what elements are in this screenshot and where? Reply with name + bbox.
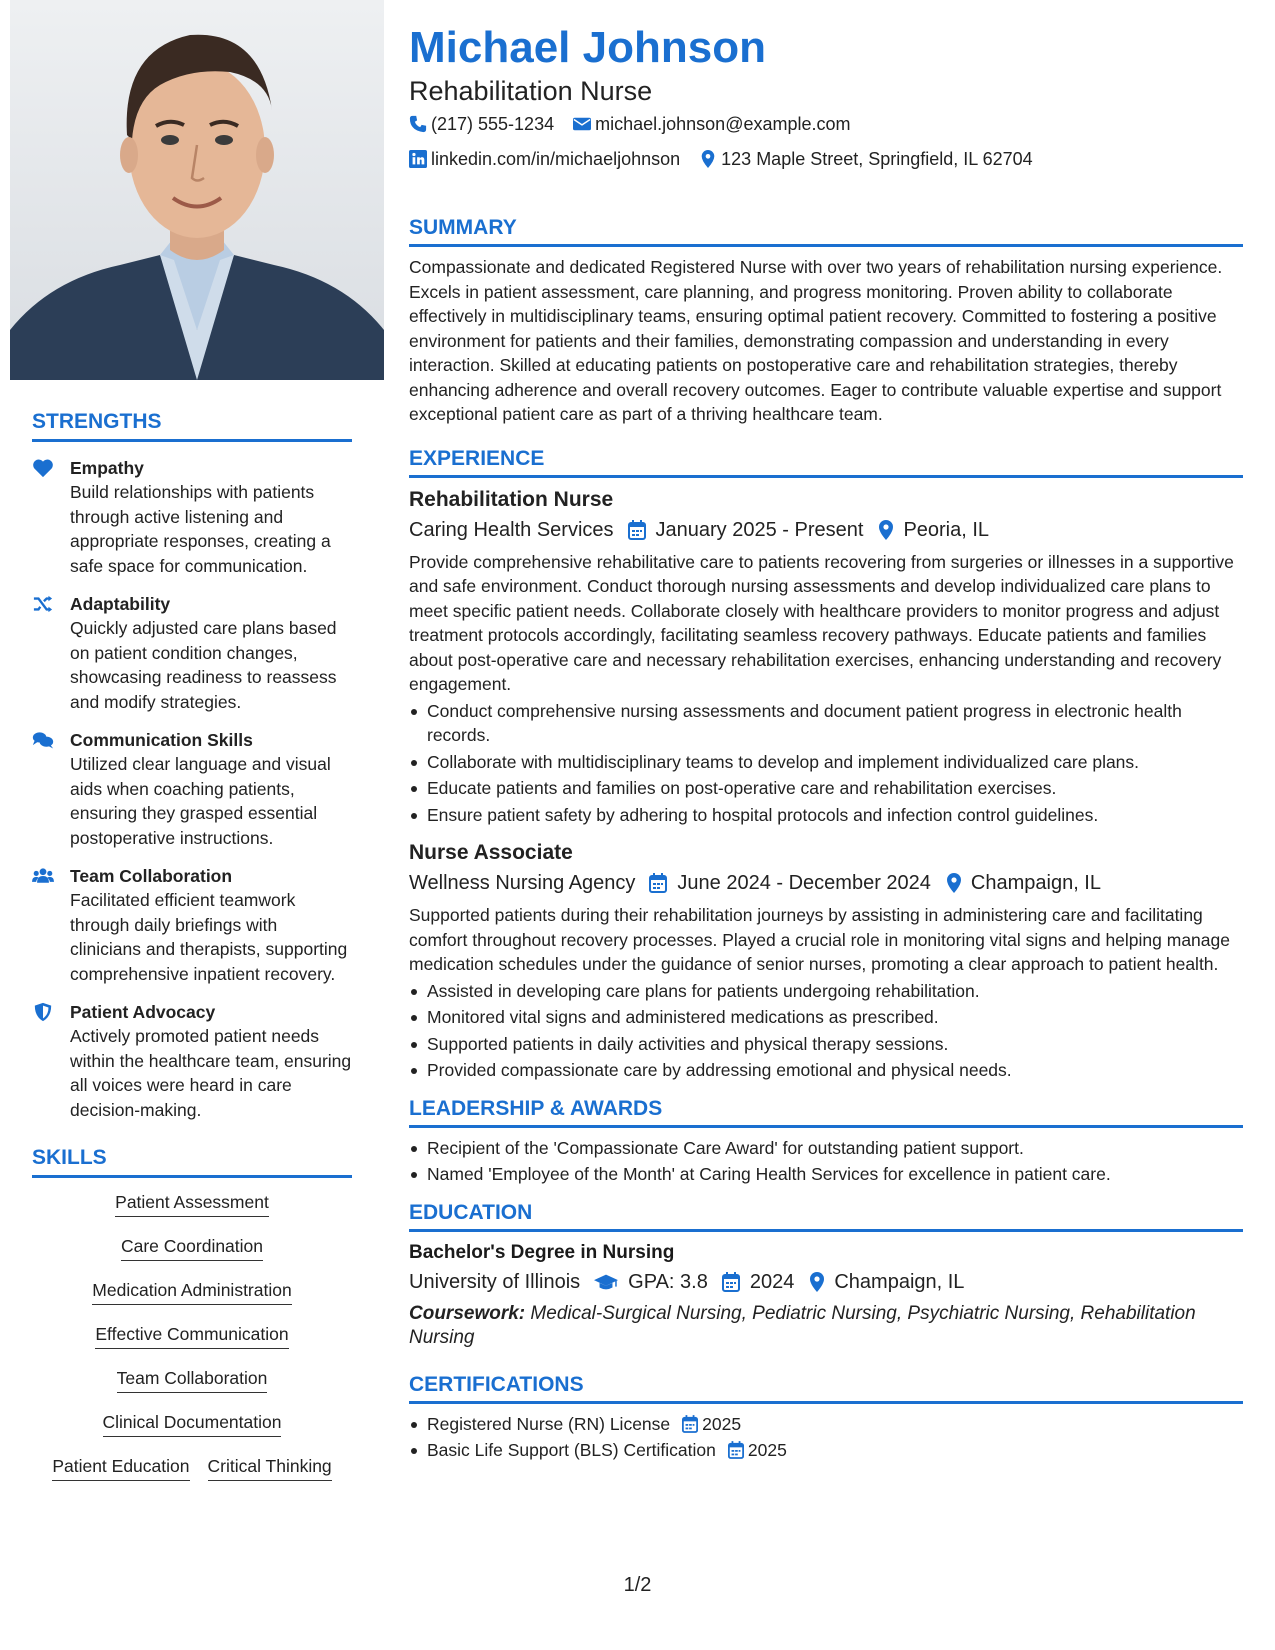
right-column — [409, 22, 1243, 1465]
strength-name: Patient Advocacy — [70, 1002, 216, 1022]
strength-name: Communication Skills — [70, 730, 253, 750]
heart-icon — [32, 456, 70, 578]
strength-item — [32, 1000, 352, 1122]
education-location: Champaign, IL — [834, 1270, 965, 1293]
strengths-heading: STRENGTHS — [32, 410, 352, 442]
job-bullets — [409, 699, 1243, 828]
skill-tag: Patient Assessment — [115, 1192, 269, 1217]
skill-tag: Patient Education — [52, 1456, 189, 1481]
map-pin-icon — [945, 873, 963, 893]
map-pin-icon — [699, 150, 717, 168]
job-location: Champaign, IL — [970, 872, 1101, 894]
strength-name: Adaptability — [70, 594, 171, 614]
experience-heading: EXPERIENCE — [409, 447, 1243, 478]
map-pin-icon — [808, 1272, 826, 1292]
linkedin-text: linkedin.com/in/michaeljohnson — [431, 149, 681, 169]
candidate-role: Rehabilitation Nurse — [409, 76, 653, 106]
list-item: Collaborate with multidisciplinary teams to develop and implement individualized care plans. — [409, 750, 1243, 775]
cert-name: Registered Nurse (RN) License — [427, 1413, 671, 1434]
summary-heading: SUMMARY — [409, 216, 1243, 247]
job-company: Wellness Nursing Agency — [409, 872, 636, 894]
job-dates: June 2024 - December 2024 — [677, 872, 931, 894]
strength-desc: Actively promoted patient needs within the healthcare team, ensuring all voices were heard in care decision-making. — [70, 1026, 352, 1120]
list-item: Provided compassionate care by addressing emotional and physical needs. — [409, 1058, 1243, 1083]
job-title: Nurse Associate — [409, 841, 573, 864]
address-contact — [699, 143, 1033, 175]
linkedin-icon — [409, 150, 427, 168]
comments-icon — [32, 728, 70, 850]
strength-item — [32, 456, 352, 578]
strength-item — [32, 592, 352, 714]
list-item — [409, 1438, 1243, 1463]
email-text: michael.johnson@example.com — [595, 114, 851, 134]
strength-name: Team Collaboration — [70, 866, 233, 886]
envelope-icon — [573, 115, 591, 133]
list-item: Assisted in developing care plans for patients undergoing rehabilitation. — [409, 979, 1243, 1004]
job-description: Supported patients during their rehabilitation journeys by assisting in administering care and facilitating comfort throughout recovery processes. Played a crucial role in monitoring vital signs and helping manage medication schedules under the guidance of senior nurses, promoting a clear approach to patient health. — [409, 905, 1230, 974]
graduation-cap-icon — [594, 1272, 618, 1292]
calendar-icon — [649, 873, 667, 893]
leadership-heading: LEADERSHIP & AWARDS — [409, 1097, 1243, 1128]
skill-tag: Care Coordination — [121, 1236, 263, 1261]
skill-tag: Critical Thinking — [208, 1456, 332, 1481]
job-bullets — [409, 979, 1243, 1083]
skills-heading: SKILLS — [32, 1146, 352, 1178]
job-company: Caring Health Services — [409, 518, 614, 541]
list-item: Monitored vital signs and administered medications as prescribed. — [409, 1005, 1243, 1030]
skill-tag: Medication Administration — [92, 1280, 291, 1305]
calendar-icon — [722, 1272, 740, 1292]
phone-contact[interactable] — [409, 108, 554, 140]
skills-list — [32, 1192, 352, 1500]
cert-year: 2025 — [747, 1440, 787, 1460]
leadership-list — [409, 1136, 1243, 1187]
cert-year: 2025 — [702, 1413, 742, 1434]
job-meta — [409, 867, 1243, 899]
job-meta — [409, 514, 1243, 546]
summary-text: Compassionate and dedicated Registered Nurse with over two years of rehabilitation nursing experience. Excels in patient assessment, care planning, and progress monitoring. Proven ability to collaborate effectively in multidisciplinary teams, ensuring optimal patient recovery. Committed to fostering a positive environment for patients and their families, demonstrating compassion and understanding in every interaction. Skilled at educating patients on postoperative care and rehabilitation strategies, thereby enhancing adherence and overall recovery outcomes. Eager to contribute valuable expertise and support exceptional patient care as part of a thriving healthcare team. — [409, 257, 1223, 424]
skill-tag: Clinical Documentation — [103, 1412, 282, 1437]
list-item: Named 'Employee of the Month' at Caring Health Services for excellence in patient care. — [409, 1162, 1243, 1187]
job-location: Peoria, IL — [903, 518, 990, 541]
contact-info — [409, 108, 1243, 178]
shield-icon — [32, 1000, 70, 1122]
address-text: 123 Maple Street, Springfield, IL 62704 — [721, 149, 1033, 169]
skill-tag: Team Collaboration — [117, 1368, 268, 1393]
graduation-year: 2024 — [749, 1270, 795, 1293]
strength-item — [32, 728, 352, 850]
job-entry — [409, 839, 1243, 1083]
education-meta — [409, 1266, 1243, 1298]
left-column — [32, 410, 352, 1500]
coursework-label: Coursework: — [409, 1302, 526, 1324]
email-contact[interactable] — [573, 108, 850, 140]
users-icon — [32, 864, 70, 986]
degree-title: Bachelor's Degree in Nursing — [409, 1241, 675, 1263]
phone-icon — [409, 115, 427, 133]
cert-name: Basic Life Support (BLS) Certification — [427, 1440, 716, 1460]
phone-text: (217) 555-1234 — [431, 114, 555, 134]
map-pin-icon — [877, 520, 895, 540]
list-item: Conduct comprehensive nursing assessments and document patient progress in electronic health records. — [409, 699, 1243, 748]
certifications-heading: CERTIFICATIONS — [409, 1373, 1243, 1404]
strength-desc: Facilitated efficient teamwork through daily briefings with clinicians and therapists, supporting comprehensive inpatient recovery. — [70, 890, 348, 984]
list-item — [409, 1412, 1243, 1437]
candidate-name: Michael Johnson — [409, 23, 766, 72]
linkedin-contact[interactable] — [409, 143, 680, 175]
calendar-icon — [728, 1441, 744, 1459]
job-entry — [409, 486, 1243, 828]
coursework-list: Medical-Surgical Nursing, Pediatric Nursing, Psychiatric Nursing, Rehabilitation Nursing — [409, 1302, 1196, 1348]
page-number: 1/2 — [623, 1574, 652, 1596]
job-dates: January 2025 - Present — [655, 518, 864, 541]
list-item: Recipient of the 'Compassionate Care Award' for outstanding patient support. — [409, 1136, 1243, 1161]
list-item: Ensure patient safety by adhering to hospital protocols and infection control guidelines. — [409, 803, 1243, 828]
strength-desc: Quickly adjusted care plans based on patient condition changes, showcasing readiness to reassess and modify strategies. — [70, 618, 337, 712]
certifications-list — [409, 1412, 1243, 1463]
strength-item — [32, 864, 352, 986]
coursework — [409, 1302, 1243, 1351]
list-item: Supported patients in daily activities and physical therapy sessions. — [409, 1032, 1243, 1057]
shuffle-icon — [32, 592, 70, 714]
profile-photo — [10, 0, 384, 380]
skill-tag: Effective Communication — [95, 1324, 288, 1349]
strength-name: Empathy — [70, 458, 144, 478]
calendar-icon — [628, 520, 646, 540]
school-name: University of Illinois — [409, 1270, 581, 1293]
job-title: Rehabilitation Nurse — [409, 487, 614, 511]
gpa: GPA: 3.8 — [628, 1270, 708, 1293]
strength-desc: Utilized clear language and visual aids when coaching patients, ensuring they grasped essential postoperative instructions. — [70, 754, 331, 848]
strength-desc: Build relationships with patients through active listening and appropriate responses, creating a safe space for communication. — [70, 482, 331, 576]
education-heading: EDUCATION — [409, 1201, 1243, 1232]
job-description: Provide comprehensive rehabilitative care to patients recovering from surgeries or illnesses in a supportive and safe environment. Conduct thorough nursing assessments and develop individualized care plans to meet specific patient needs. Collaborate closely with healthcare providers to monitor progress and adjust treatment protocols accordingly, facilitating seamless recovery pathways. Educate patients and families about post-operative care and necessary rehabilitation exercises, enhancing understanding and recovery engagement. — [409, 551, 1234, 694]
list-item: Educate patients and families on post-operative care and rehabilitation exercises. — [409, 776, 1243, 801]
calendar-icon — [682, 1415, 698, 1433]
